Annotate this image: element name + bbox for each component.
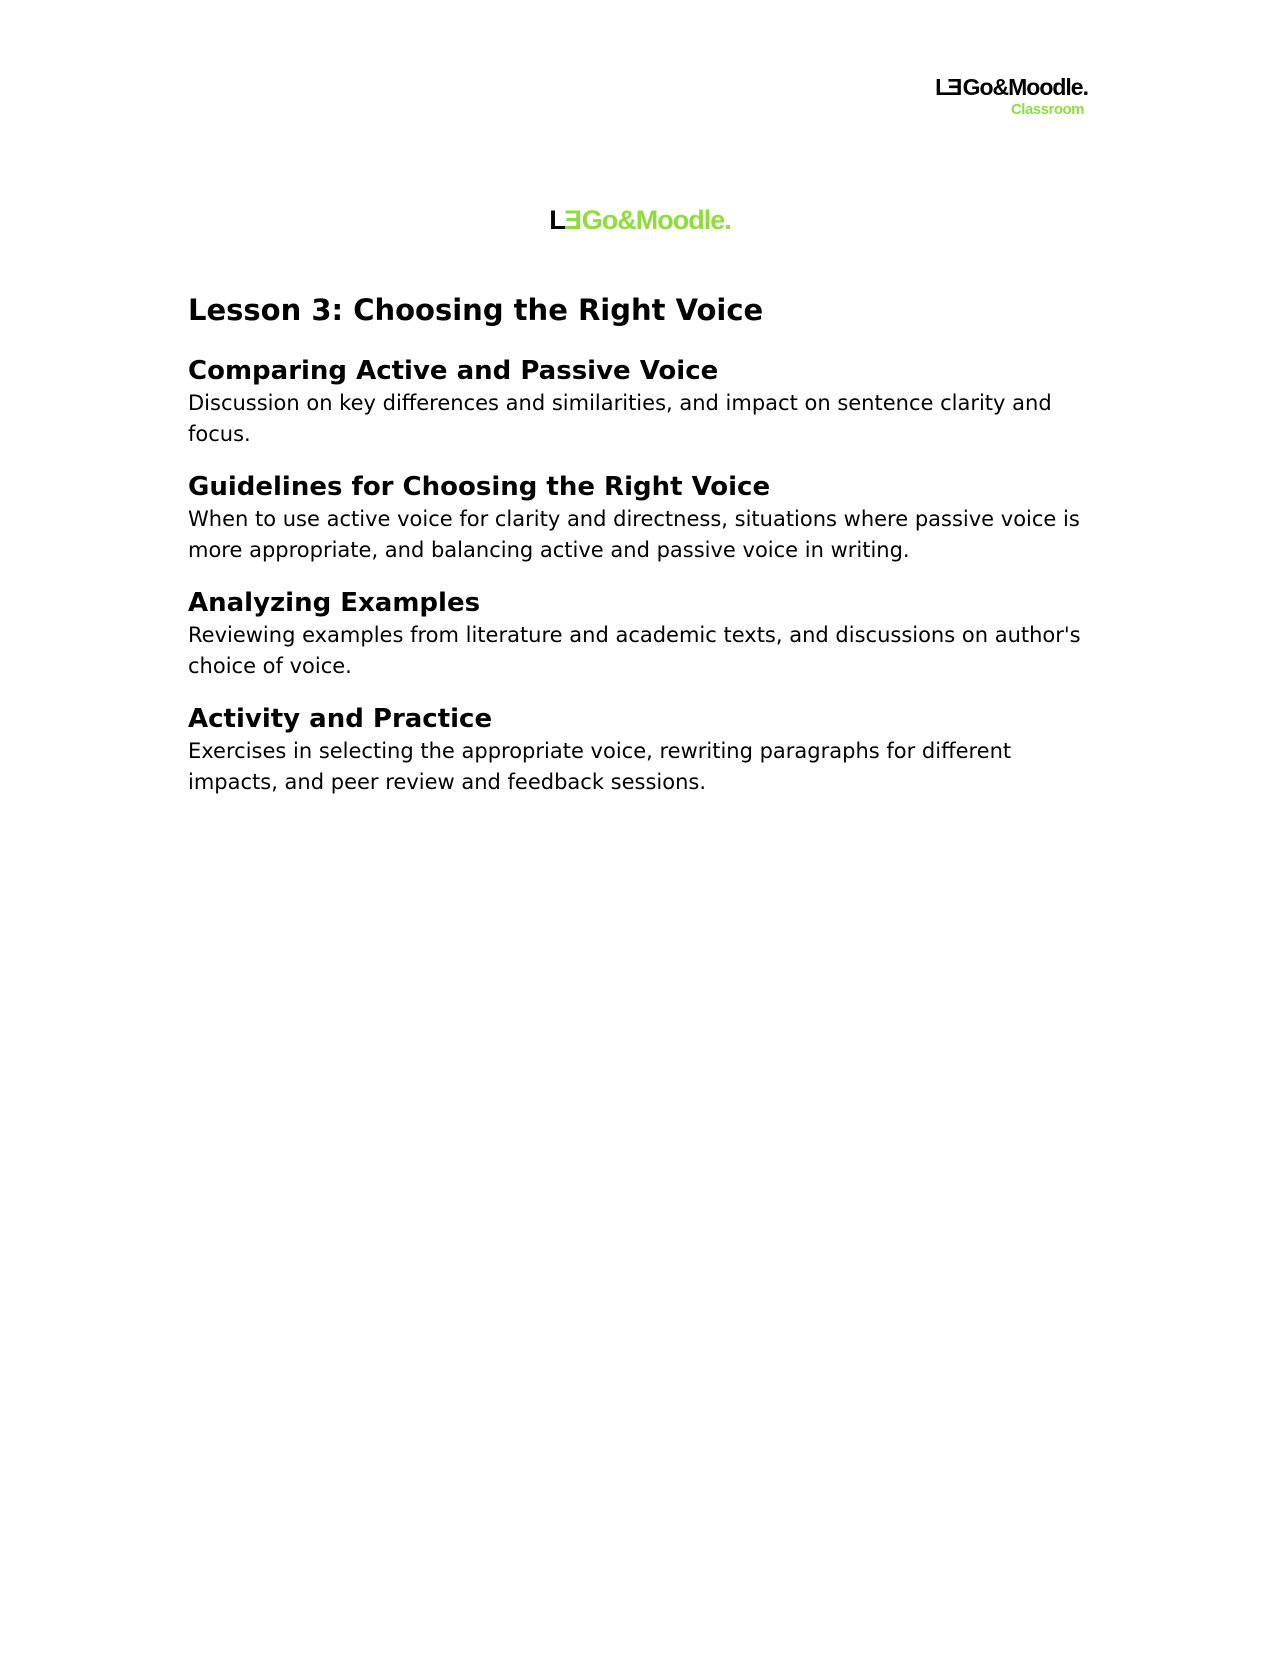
section-heading: Analyzing Examples bbox=[188, 588, 481, 618]
header-logo-wordmark bbox=[928, 76, 1088, 99]
logo-letter-e: E bbox=[948, 74, 963, 100]
center-logo-letter-l: L bbox=[549, 205, 565, 235]
section-body: When to use active voice for clarity and directness, situations where passive voice is more appropriate, and balancing active and passive voice in writing. bbox=[188, 507, 1080, 562]
center-logo-name-rest: Go&Moodle. bbox=[581, 205, 731, 235]
header-logo bbox=[928, 76, 1088, 117]
section-heading: Activity and Practice bbox=[188, 704, 493, 734]
section-body: Discussion on key differences and similarities, and impact on sentence clarity and focus. bbox=[188, 391, 1052, 446]
lesson-content bbox=[188, 291, 1098, 818]
header-logo-subtitle: Classroom bbox=[1010, 101, 1084, 118]
center-logo-wordmark bbox=[0, 207, 1280, 234]
section-body: Reviewing examples from literature and academic texts, and discussions on author's choice of voice. bbox=[188, 623, 1081, 678]
logo-name-rest: Go&Moodle. bbox=[962, 74, 1088, 100]
section-heading: Guidelines for Choosing the Right Voice bbox=[188, 472, 771, 502]
section-body: Exercises in selecting the appropriate voice, rewriting paragraphs for different impacts, and peer review and feedback sessions. bbox=[188, 739, 1012, 794]
logo-letter-l: L bbox=[935, 74, 949, 100]
section-heading: Comparing Active and Passive Voice bbox=[188, 356, 719, 386]
center-logo-letter-e: E bbox=[564, 205, 582, 235]
lesson-title: Lesson 3: Choosing the Right Voice bbox=[188, 293, 764, 327]
center-logo bbox=[0, 207, 1280, 234]
